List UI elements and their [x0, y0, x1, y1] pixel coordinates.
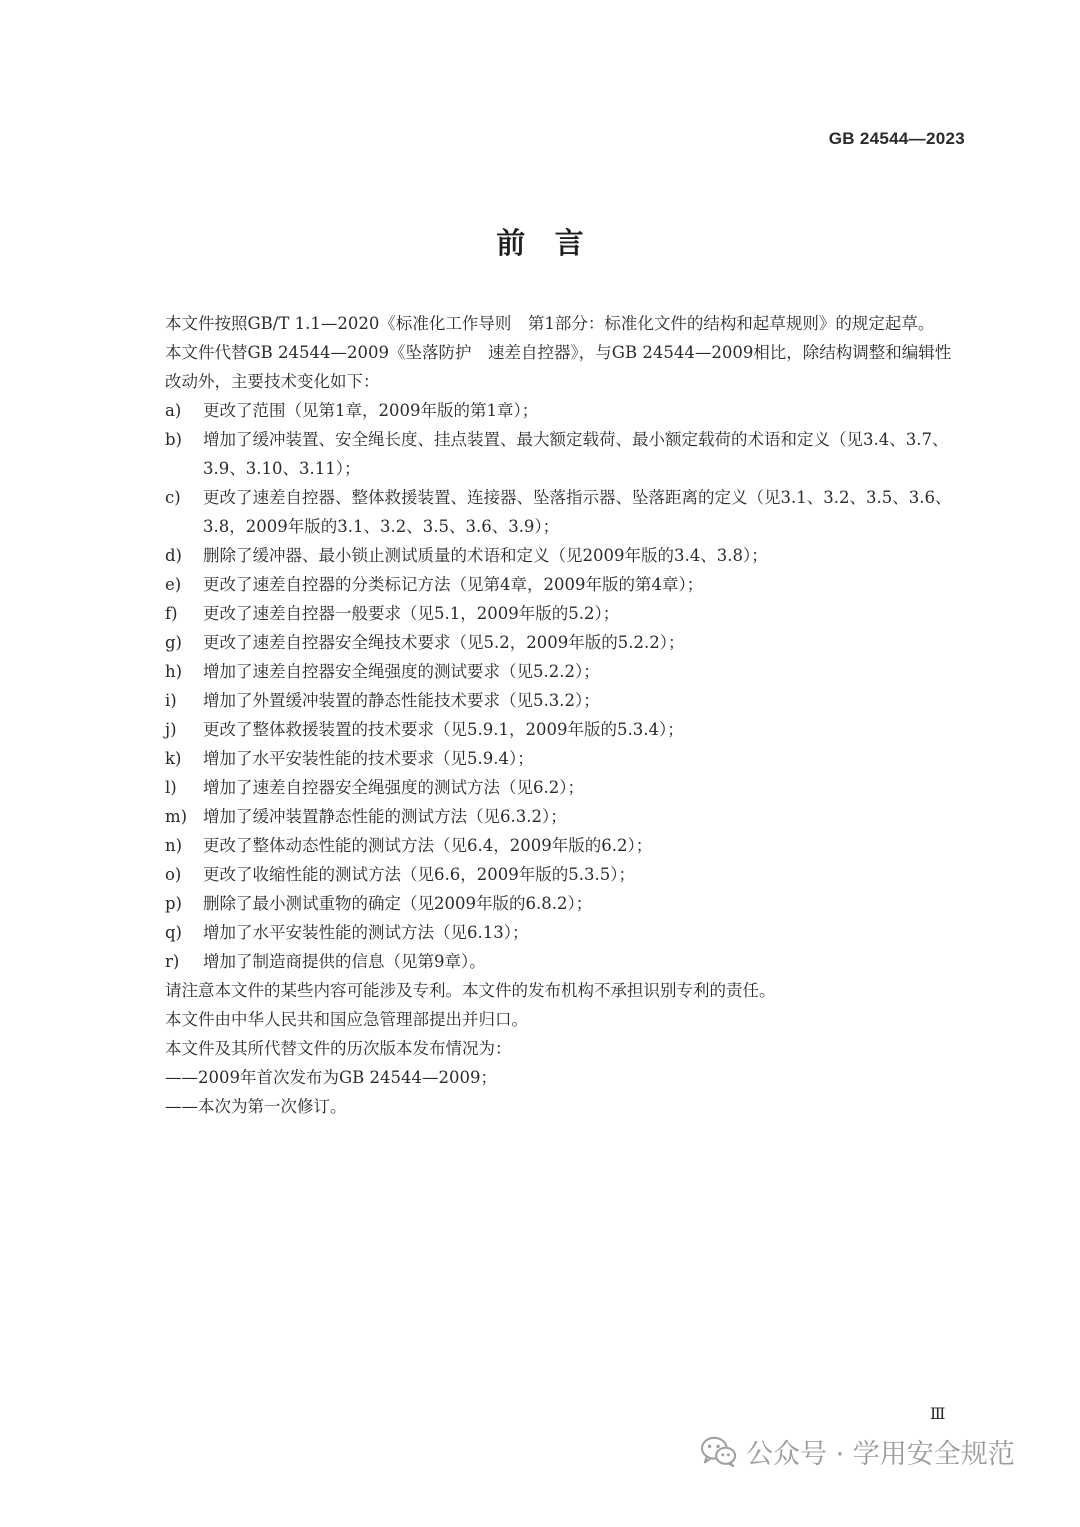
list-item [165, 541, 965, 570]
item-marker: l) [165, 778, 177, 797]
history-intro: 本文件及其所代替文件的历次版本发布情况为： [165, 1039, 512, 1058]
item-marker: a) [165, 401, 182, 420]
list-item [165, 802, 965, 831]
item-text: 更改了速差自控器的分类标记方法（见第4章，2009年版的第4章）； [203, 575, 704, 594]
list-item [165, 918, 965, 947]
item-text: 更改了速差自控器安全绳技术要求（见5.2，2009年版的5.2.2）； [203, 633, 685, 652]
item-text: 增加了速差自控器安全绳强度的测试方法（见6.2）； [203, 778, 584, 797]
item-text: 更改了速差自控器、整体救援装置、连接器、坠落指示器、坠落距离的定义（见3.1、3.2、3.5、3.6、3.8，2009年版的3.1、3.2、3.5、3.6、3.9）； [203, 488, 952, 536]
page-title: 前 言 [496, 226, 584, 260]
item-marker: c) [165, 488, 181, 507]
item-marker: o) [165, 865, 182, 884]
watermark [700, 1432, 1015, 1471]
item-marker: m) [165, 807, 188, 826]
list-item [165, 483, 965, 541]
list-item [165, 599, 965, 628]
item-marker: r) [165, 952, 180, 971]
list-item [165, 686, 965, 715]
item-text: 更改了整体救援装置的技术要求（见5.9.1，2009年版的5.3.4）； [203, 720, 684, 739]
changes-list [165, 396, 965, 976]
item-marker: g) [165, 633, 182, 652]
item-marker: k) [165, 749, 182, 768]
patent-notice: 请注意本文件的某些内容可能涉及专利。本文件的发布机构不承担识别专利的责任。 [165, 981, 776, 1000]
item-marker: i) [165, 691, 177, 710]
list-item [165, 831, 965, 860]
item-text: 增加了制造商提供的信息（见第9章）。 [203, 952, 486, 971]
item-text: 增加了水平安装性能的测试方法（见6.13）； [203, 923, 529, 942]
intro-paragraph-2: 本文件代替GB 24544—2009《坠落防护 速差自控器》，与GB 24544—2009相比，除结构调整和编辑性改动外，主要技术变化如下： [165, 343, 952, 391]
foreword-body [165, 309, 965, 1121]
item-marker: p) [165, 894, 182, 913]
item-text: 更改了收缩性能的测试方法（见6.6，2009年版的5.3.5）； [203, 865, 635, 884]
intro-paragraph-1: 本文件按照GB/T 1.1—2020《标准化工作导则 第1部分：标准化文件的结构和起草规则》的规定起草。 [165, 314, 935, 333]
list-item [165, 947, 965, 976]
item-marker: j) [165, 720, 177, 739]
item-marker: e) [165, 575, 182, 594]
item-text: 增加了水平安装性能的技术要求（见5.9.4）； [203, 749, 534, 768]
list-item [165, 396, 965, 425]
item-text: 更改了速差自控器一般要求（见5.1，2009年版的5.2）； [203, 604, 620, 623]
item-text: 删除了最小测试重物的确定（见2009年版的6.8.2）； [203, 894, 593, 913]
item-text: 增加了速差自控器安全绳强度的测试要求（见5.2.2）； [203, 662, 600, 681]
item-marker: d) [165, 546, 182, 565]
list-item [165, 889, 965, 918]
list-item [165, 657, 965, 686]
item-marker: n) [165, 836, 183, 855]
item-text: 更改了整体动态性能的测试方法（见6.4，2009年版的6.2）； [203, 836, 653, 855]
item-marker: f) [165, 604, 178, 623]
item-text: 更改了范围（见第1章，2009年版的第1章）； [203, 401, 539, 420]
list-item [165, 628, 965, 657]
list-item [165, 744, 965, 773]
list-item [165, 773, 965, 802]
item-text: 增加了缓冲装置、安全绳长度、挂点装置、最大额定载荷、最小额定载荷的术语和定义（见3.4、3.7、3.9、3.10、3.11）； [203, 430, 949, 478]
item-marker: b) [165, 430, 182, 449]
watermark-text: 公众号 · 学用安全规范 [746, 1439, 1015, 1470]
item-marker: q) [165, 923, 182, 942]
list-item [165, 860, 965, 889]
item-marker: h) [165, 662, 183, 681]
list-item [165, 715, 965, 744]
list-item [165, 425, 965, 483]
standard-code: GB 24544—2023 [828, 129, 965, 148]
proposer-statement: 本文件由中华人民共和国应急管理部提出并归口。 [165, 1010, 528, 1029]
page-number: Ⅲ [930, 1404, 946, 1423]
history-item: ——2009年首次发布为GB 24544—2009； [165, 1068, 498, 1087]
item-text: 增加了外置缓冲装置的静态性能技术要求（见5.3.2）； [203, 691, 600, 710]
history-item: ——本次为第一次修订。 [165, 1097, 347, 1116]
list-item [165, 570, 965, 599]
wechat-icon [700, 1435, 738, 1469]
item-text: 增加了缓冲装置静态性能的测试方法（见6.3.2）； [203, 807, 567, 826]
item-text: 删除了缓冲器、最小锁止测试质量的术语和定义（见2009年版的3.4、3.8）； [203, 546, 768, 565]
